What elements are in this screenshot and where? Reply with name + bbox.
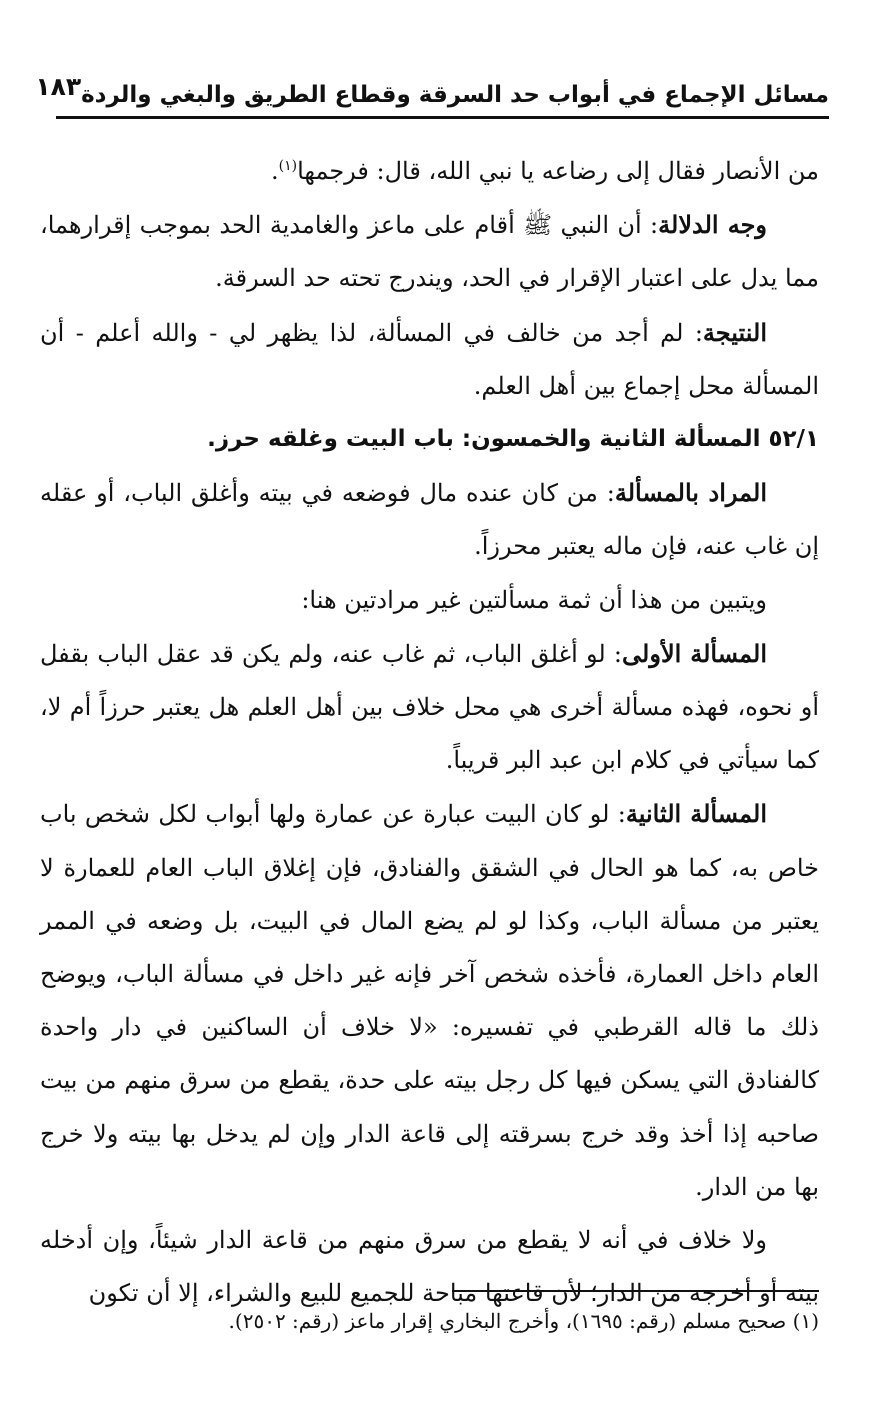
term-label: المسألة الأولى — [622, 638, 768, 668]
paragraph-7-text: : لو كان البيت عبارة عن عمارة ولها أبواب لكل شخص باب خاص به، كما هو الحال في الشقق والفنادق، فإن إغلاق الباب العام للعمارة لا يعتبر من مسألة الباب، وكذا لو لم يضع المال في البيت، بل وضعه في الممر العام داخل العمارة، فأخذه شخص آخر فإنه غير داخل في مسألة الباب، ويوضح ذلك ما قاله القرطبي في تفسيره: «لا خلاف أن الساكنين في دار واحدة كالفنادق التي يسكن فيها كل رجل بيته على حدة، يقطع من سرق منهم من بيت صاحبه إذا أخذ وقد خرج بسرقته إلى قاعة الدار وإن لم يدخل بها بيته ولا خرج بها من الدار. — [40, 800, 819, 1201]
paragraph-7 — [40, 787, 819, 1214]
term-label: وجه الدلالة — [658, 210, 768, 240]
paragraph-4 — [40, 466, 819, 573]
paragraph-8: ولا خلاف في أنه لا يقطع من سرق منهم من قاعة الدار شيئاً، وإن أدخله بيته أو أخرجه من الدار؛ لأن قاعتها مباحة للجميع للبيع والشراء، إلا أن تكون — [40, 1226, 819, 1308]
header-rule — [56, 116, 829, 119]
paragraph-2 — [40, 198, 819, 305]
section-heading: ٥٢/١ المسألة الثانية والخمسون: باب البيت وغلقه حرز. — [207, 426, 819, 453]
term-label: المراد بالمسألة — [614, 478, 768, 508]
paragraph-2-text: : أن النبي ﷺ أقام على ماعز والغامدية الحد بموجب إقرارهما، مما يدل على اعتبار الإقرار في الحد، ويندرج تحته حد السرقة. — [40, 211, 819, 293]
term-label: النتيجة — [702, 317, 767, 347]
footnote-marker: (١) — [278, 158, 298, 174]
paragraph-3-text: : لم أجد من خالف في المسألة، لذا يظهر لي - والله أعلم - أن المسألة محل إجماع بين أهل العلم. — [40, 318, 819, 400]
footnote: (١) صحيح مسلم (رقم: ١٦٩٥)، وأخرج البخاري إقرار ماعز (رقم: ٢٥٠٢). — [228, 1309, 819, 1333]
page-header — [35, 66, 829, 110]
body-text — [40, 140, 819, 1320]
running-title: مسائل الإجماع في أبواب حد السرقة وقطاع الطريق والبغي والردة — [81, 82, 829, 108]
paragraph-1: من الأنصار فقال إلى رضاعه يا نبي الله، قال: فرجمها$^{(١)}$. — [270, 157, 819, 185]
paragraph-4-text: : من كان عنده مال فوضعه في بيته وأغلق الباب، أو عقله إن غاب عنه، فإن ماله يعتبر محرزاً. — [40, 479, 819, 561]
page-number: ١٨٣ — [35, 72, 82, 101]
paragraph-1-text: من الأنصار فقال إلى رضاعه يا نبي الله، قال: فرجمها — [297, 157, 819, 185]
paragraph-6 — [40, 627, 819, 788]
paragraph-6-text: : لو أغلق الباب، ثم غاب عنه، ولم يكن قد عقل الباب بقفل أو نحوه، فهذه مسألة أخرى هي محل خلاف بين أهل العلم هل يعتبر حرزاً أم لا، كما سيأتي في كلام ابن عبد البر قريباً. — [40, 639, 819, 775]
term-label: المسألة الثانية — [625, 799, 768, 829]
paragraph-5: ويتبين من هذا أن ثمة مسألتين غير مرادتين هنا: — [301, 585, 767, 614]
paragraph-3 — [40, 306, 819, 413]
footnote-rule — [452, 1290, 819, 1292]
